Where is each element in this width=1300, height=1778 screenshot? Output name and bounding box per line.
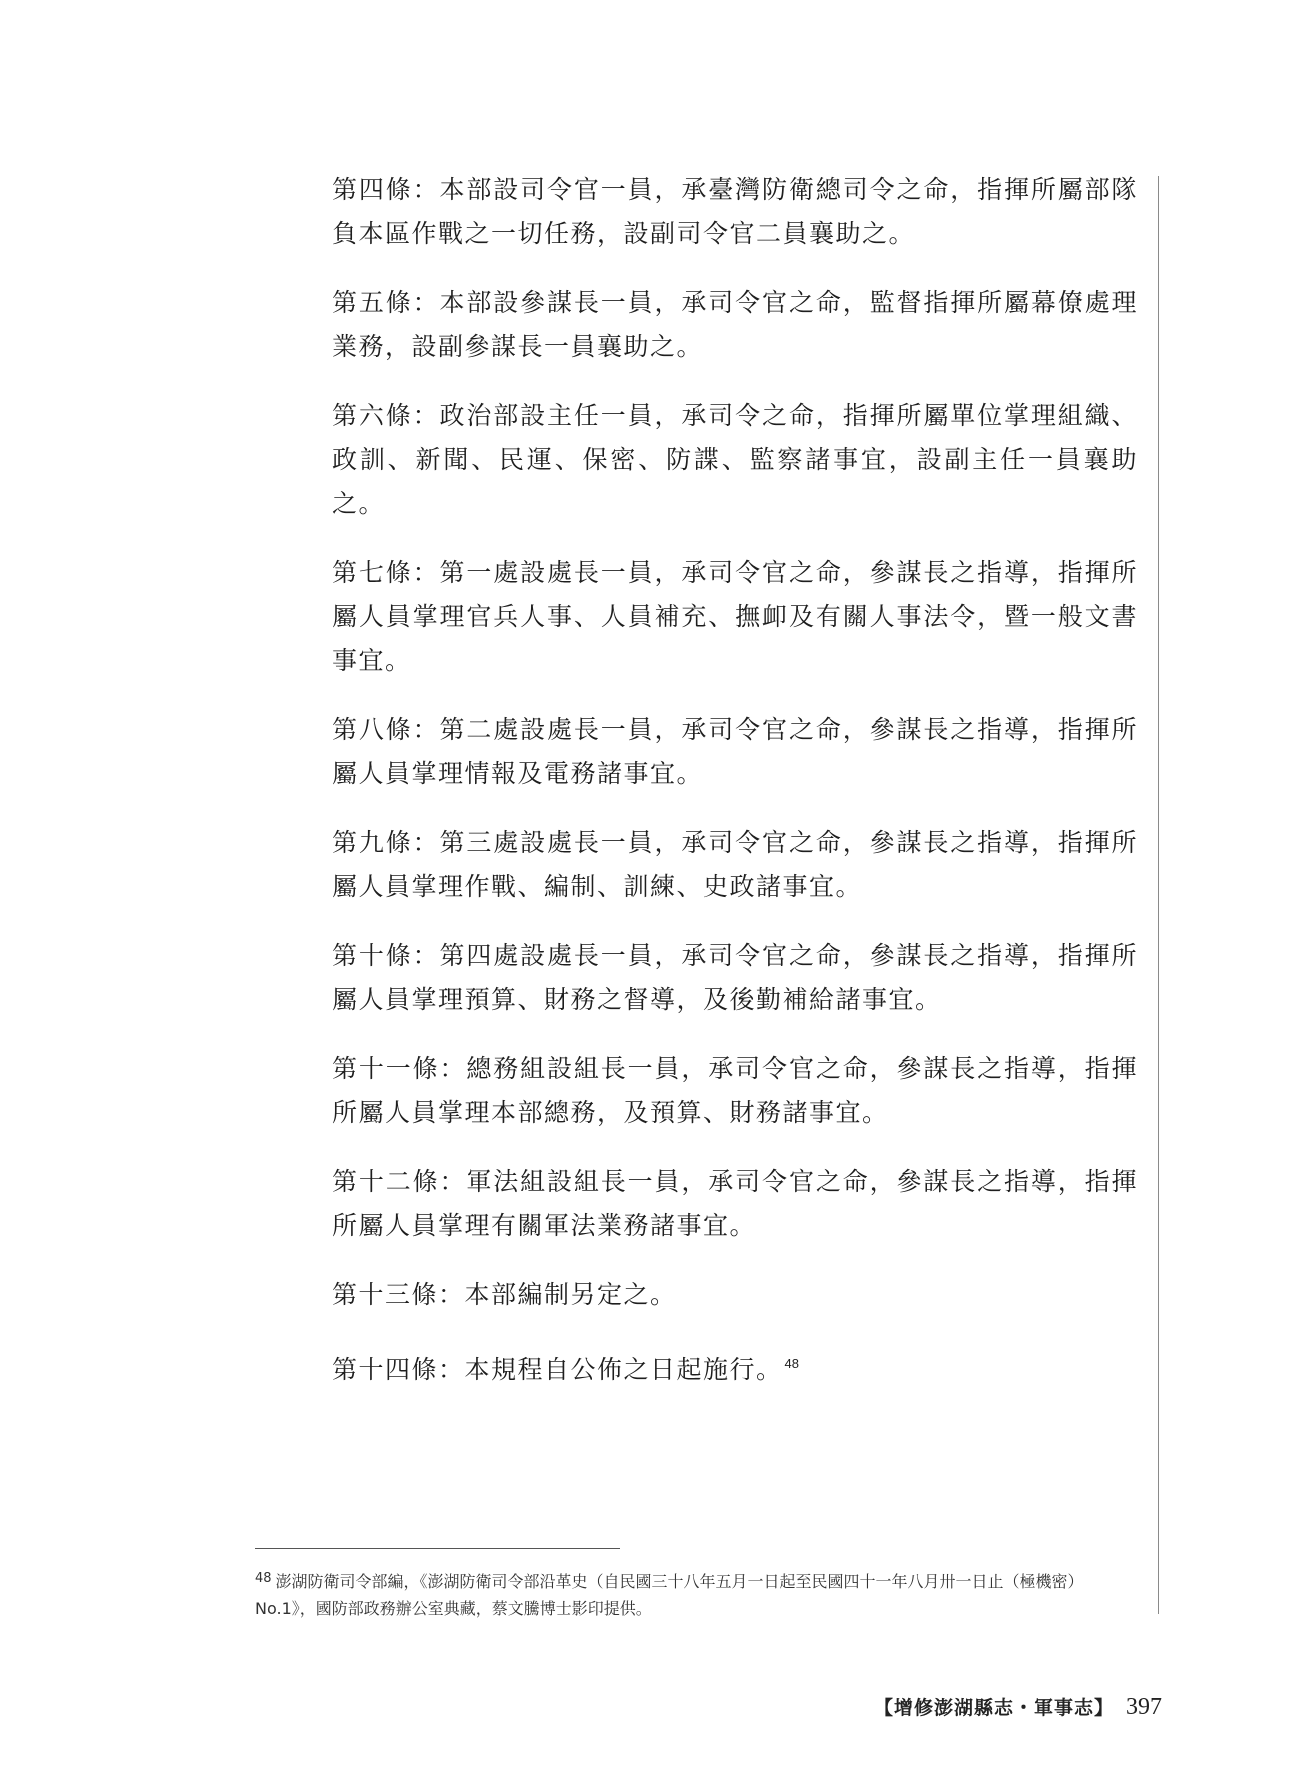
article-text: 第十三條：本部編制另定之。: [332, 1280, 677, 1309]
article-9: [332, 821, 1138, 909]
article-text: 第十一條：總務組設組長一員，承司令官之命，參謀長之指導，指揮所屬人員掌理本部總務，及預算、財務諸事宜。: [332, 1054, 1138, 1127]
article-5: [332, 281, 1138, 369]
article-text: 第五條：本部設參謀長一員，承司令官之命，監督指揮所屬幕僚處理業務，設副參謀長一員襄助之。: [332, 288, 1138, 361]
running-title: 【增修澎湖縣志・軍事志】: [873, 1697, 1114, 1719]
footnote-48: [255, 1565, 1135, 1622]
article-6: [332, 394, 1138, 526]
article-12: [332, 1160, 1138, 1248]
article-text: 第十條：第四處設處長一員，承司令官之命，參謀長之指導，指揮所屬人員掌理預算、財務之督導，及後勤補給諸事宜。: [332, 941, 1138, 1014]
article-14: [332, 1342, 1138, 1392]
page-number: 397: [1126, 1694, 1162, 1720]
article-4: [332, 168, 1138, 256]
article-10: [332, 934, 1138, 1022]
article-list: [332, 168, 1138, 1417]
article-7: [332, 551, 1138, 683]
article-text: 第九條：第三處設處長一員，承司令官之命，參謀長之指導，指揮所屬人員掌理作戰、編制、訓練、史政諸事宜。: [332, 828, 1138, 901]
footnote-number: 48: [255, 1571, 272, 1586]
running-footer: [874, 1693, 1162, 1721]
article-11: [332, 1047, 1138, 1135]
article-text: 第六條：政治部設主任一員，承司令之命，指揮所屬單位掌理組織、政訓、新聞、民運、保密、防諜、監察諸事宜，設副主任一員襄助之。: [332, 401, 1138, 518]
article-text: 第四條：本部設司令官一員，承臺灣防衛總司令之命，指揮所屬部隊負本區作戰之一切任務，設副司令官二員襄助之。: [332, 175, 1138, 248]
footnote-text: 澎湖防衛司令部編，《澎湖防衛司令部沿革史（自民國三十八年五月一日起至民國四十一年八月卅一日止（極機密）No.1》，國防部政務辦公室典藏，蔡文騰博士影印提供。: [255, 1572, 1084, 1618]
article-8: [332, 708, 1138, 796]
article-13: [332, 1273, 1138, 1317]
footnote-reference[interactable]: 48: [784, 1356, 799, 1371]
article-text: 第十四條：本規程自公佈之日起施行。: [332, 1355, 783, 1384]
article-text: 第八條：第二處設處長一員，承司令官之命，參謀長之指導，指揮所屬人員掌理情報及電務諸事宜。: [332, 715, 1138, 788]
article-text: 第十二條：軍法組設組長一員，承司令官之命，參謀長之指導，指揮所屬人員掌理有關軍法業務諸事宜。: [332, 1167, 1138, 1240]
article-text: 第七條：第一處設處長一員，承司令官之命，參謀長之指導，指揮所屬人員掌理官兵人事、人員補充、撫卹及有關人事法令，暨一般文書事宜。: [332, 558, 1138, 675]
footnote-separator: [255, 1548, 620, 1549]
margin-vertical-rule: [1158, 176, 1159, 1614]
